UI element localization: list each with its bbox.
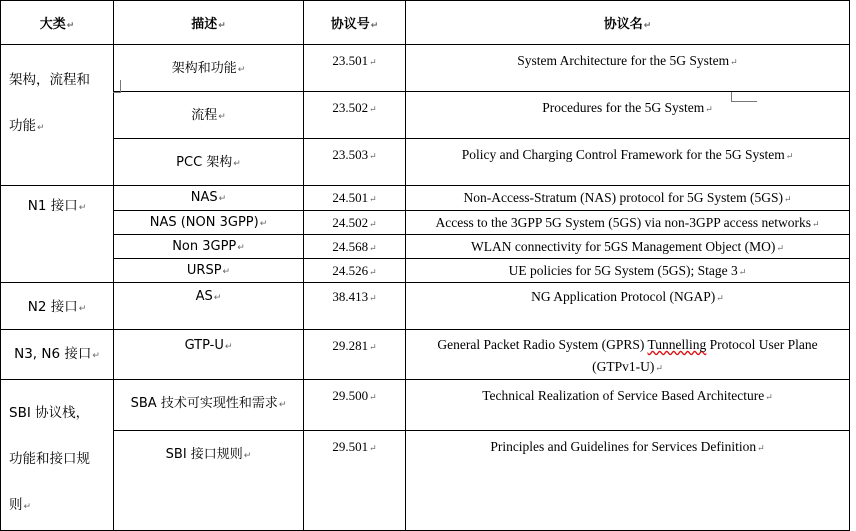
name-cell: Access to the 3GPP 5G System (5GS) via non-3GPP access networks↵ xyxy=(406,211,850,235)
table-row xyxy=(1,45,850,92)
name-cell: Technical Realization of Service Based Architecture↵ xyxy=(406,380,850,431)
header-description: 描述↵ xyxy=(114,1,304,45)
number-cell: 23.503↵ xyxy=(304,139,406,186)
header-protocol-no: 协议号↵ xyxy=(304,1,406,45)
description-cell: PCC 架构↵ xyxy=(114,139,304,186)
category-cell: N1 接口↵ xyxy=(1,186,114,283)
table-row xyxy=(1,92,850,139)
number-cell: 38.413↵ xyxy=(304,283,406,330)
number-cell: 24.501↵ xyxy=(304,186,406,211)
table-row xyxy=(1,431,850,531)
number-cell: 29.501↵ xyxy=(304,431,406,531)
description-cell: SBA 技术可实现性和需求↵ xyxy=(114,380,304,431)
stray-line xyxy=(731,101,757,102)
spellcheck-word: Tunnelling xyxy=(647,337,707,352)
name-cell: Principles and Guidelines for Services Definition↵ xyxy=(406,431,850,531)
description-cell: Non 3GPP↵ xyxy=(114,235,304,259)
name-cell: UE policies for 5G System (5GS); Stage 3↵ xyxy=(406,259,850,283)
name-cell: System Architecture for the 5G System↵ xyxy=(406,45,850,92)
category-line: 架构，流程和 xyxy=(9,72,90,88)
table-row xyxy=(1,259,850,283)
name-cell: Policy and Charging Control Framework for the 5G System↵ xyxy=(406,139,850,186)
number-cell: 24.526↵ xyxy=(304,259,406,283)
description-cell: NAS (NON 3GPP)↵ xyxy=(114,211,304,235)
category-cell: 架构，流程和 功能↵ xyxy=(1,45,114,186)
header-row xyxy=(1,1,850,45)
name-cell: NG Application Protocol (NGAP)↵ xyxy=(406,283,850,330)
name-cell: WLAN connectivity for 5GS Management Object (MO)↵ xyxy=(406,235,850,259)
description-cell: AS↵ xyxy=(114,283,304,330)
category-cell: N3, N6 接口↵ xyxy=(1,330,114,380)
table-row xyxy=(1,330,850,380)
table-row xyxy=(1,211,850,235)
number-cell: 29.281↵ xyxy=(304,330,406,380)
table-row xyxy=(1,283,850,330)
number-cell: 23.501↵ xyxy=(304,45,406,92)
header-category: 大类↵ xyxy=(1,1,114,45)
table-row xyxy=(1,235,850,259)
number-cell: 24.568↵ xyxy=(304,235,406,259)
header-protocol-name: 协议名↵ xyxy=(406,1,850,45)
stray-line xyxy=(731,92,732,102)
stray-line xyxy=(120,80,121,93)
description-cell: SBI 接口规则↵ xyxy=(114,431,304,531)
number-cell: 29.500↵ xyxy=(304,380,406,431)
description-cell: URSP↵ xyxy=(114,259,304,283)
name-cell: Non-Access-Stratum (NAS) protocol for 5G System (5GS)↵ xyxy=(406,186,850,211)
description-cell: NAS↵ xyxy=(114,186,304,211)
category-line: 功能 xyxy=(9,118,36,134)
name-cell: General Packet Radio System (GPRS) Tunnelling Protocol User Plane (GTPv1-U)↵ xyxy=(406,330,850,380)
table-row xyxy=(1,186,850,211)
table-row xyxy=(1,139,850,186)
table-row xyxy=(1,380,850,431)
category-cell: N2 接口↵ xyxy=(1,283,114,330)
category-cell: SBI 协议栈， 功能和接口规 则↵ xyxy=(1,380,114,531)
name-cell: Procedures for the 5G System↵ xyxy=(406,92,850,139)
description-cell: 流程↵ xyxy=(114,92,304,139)
description-cell: GTP-U↵ xyxy=(114,330,304,380)
number-cell: 24.502↵ xyxy=(304,211,406,235)
description-cell: 架构和功能↵ xyxy=(114,45,304,92)
number-cell: 23.502↵ xyxy=(304,92,406,139)
